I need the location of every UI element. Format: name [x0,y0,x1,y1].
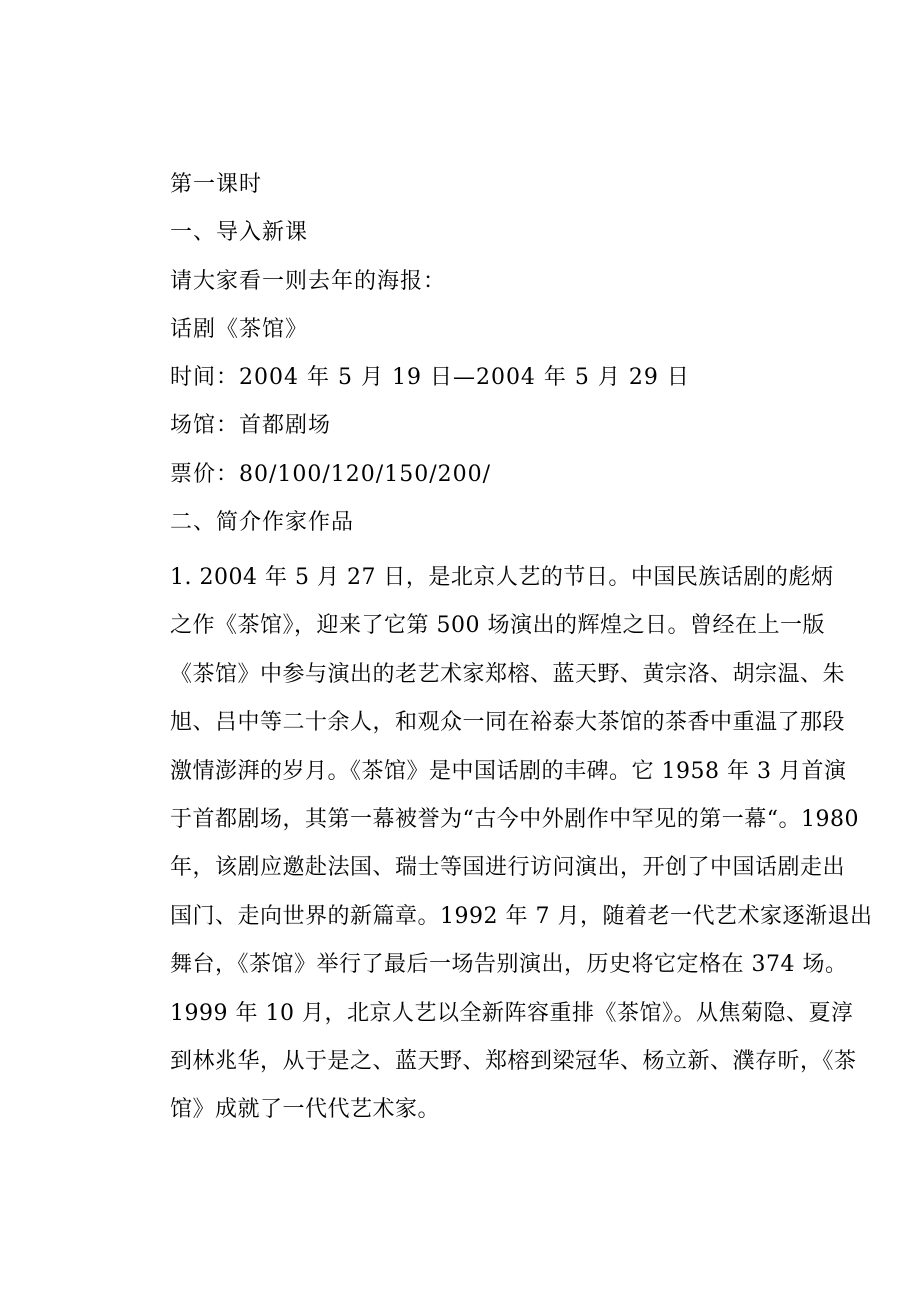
author-work-paragraph [170,554,873,1135]
paragraph-line: 《茶馆》中参与演出的老艺术家郑榕、蓝天野、黄宗洛、胡宗温、朱 [170,661,846,687]
intro-prompt: 请大家看一则去年的海报： [170,269,447,294]
paragraph-line: 到林兆华，从于是之、蓝天野、郑榕到梁冠华、杨立新、濮存昕，《茶 [170,1049,857,1075]
poster-title: 话剧《茶馆》 [170,317,309,342]
poster-time: 时间：2004 年 5 月 19 日—2004 年 5 月 29 日 [170,365,690,390]
lesson-period: 第一课时 [170,172,263,197]
poster-venue: 场馆：首都剧场 [170,413,332,438]
poster-price: 票价：80/100/120/150/200/ [170,462,492,487]
section1-heading: 一、导入新课 [170,220,309,245]
section2-heading: 二、简介作家作品 [170,510,355,535]
paragraph-line: 年，该剧应邀赴法国、瑞士等国进行访问演出，开创了中国话剧走出 [170,855,846,881]
paragraph-line: 之作《茶馆》，迎来了它第 500 场演出的辉煌之日。曾经在上一版 [170,613,825,639]
paragraph-line: 馆》成就了一代代艺术家。 [170,1097,441,1123]
paragraph-line: 1999 年 10 月，北京人艺以全新阵容重排《茶馆》。从焦菊隐、夏淳 [170,1000,854,1026]
paragraph-line: 国门、走向世界的新篇章。1992 年 7 月，随着老一代艺术家逐渐退出 [170,903,873,929]
paragraph-line: 舞台，《茶馆》举行了最后一场告别演出，历史将它定格在 374 场。 [170,952,848,978]
paragraph-line: 1. 2004 年 5 月 27 日，是北京人艺的节日。中国民族话剧的彪炳 [170,565,834,590]
paragraph-line: 于首都剧场，其第一幕被誉为“古今中外剧作中罕见的第一幕“。1980 [170,807,859,833]
paragraph-line: 激情澎湃的岁月。《茶馆》是中国话剧的丰碑。它 1958 年 3 月首演 [170,758,847,784]
paragraph-line: 旭、吕中等二十余人，和观众一同在裕泰大茶馆的茶香中重温了那段 [170,710,846,736]
